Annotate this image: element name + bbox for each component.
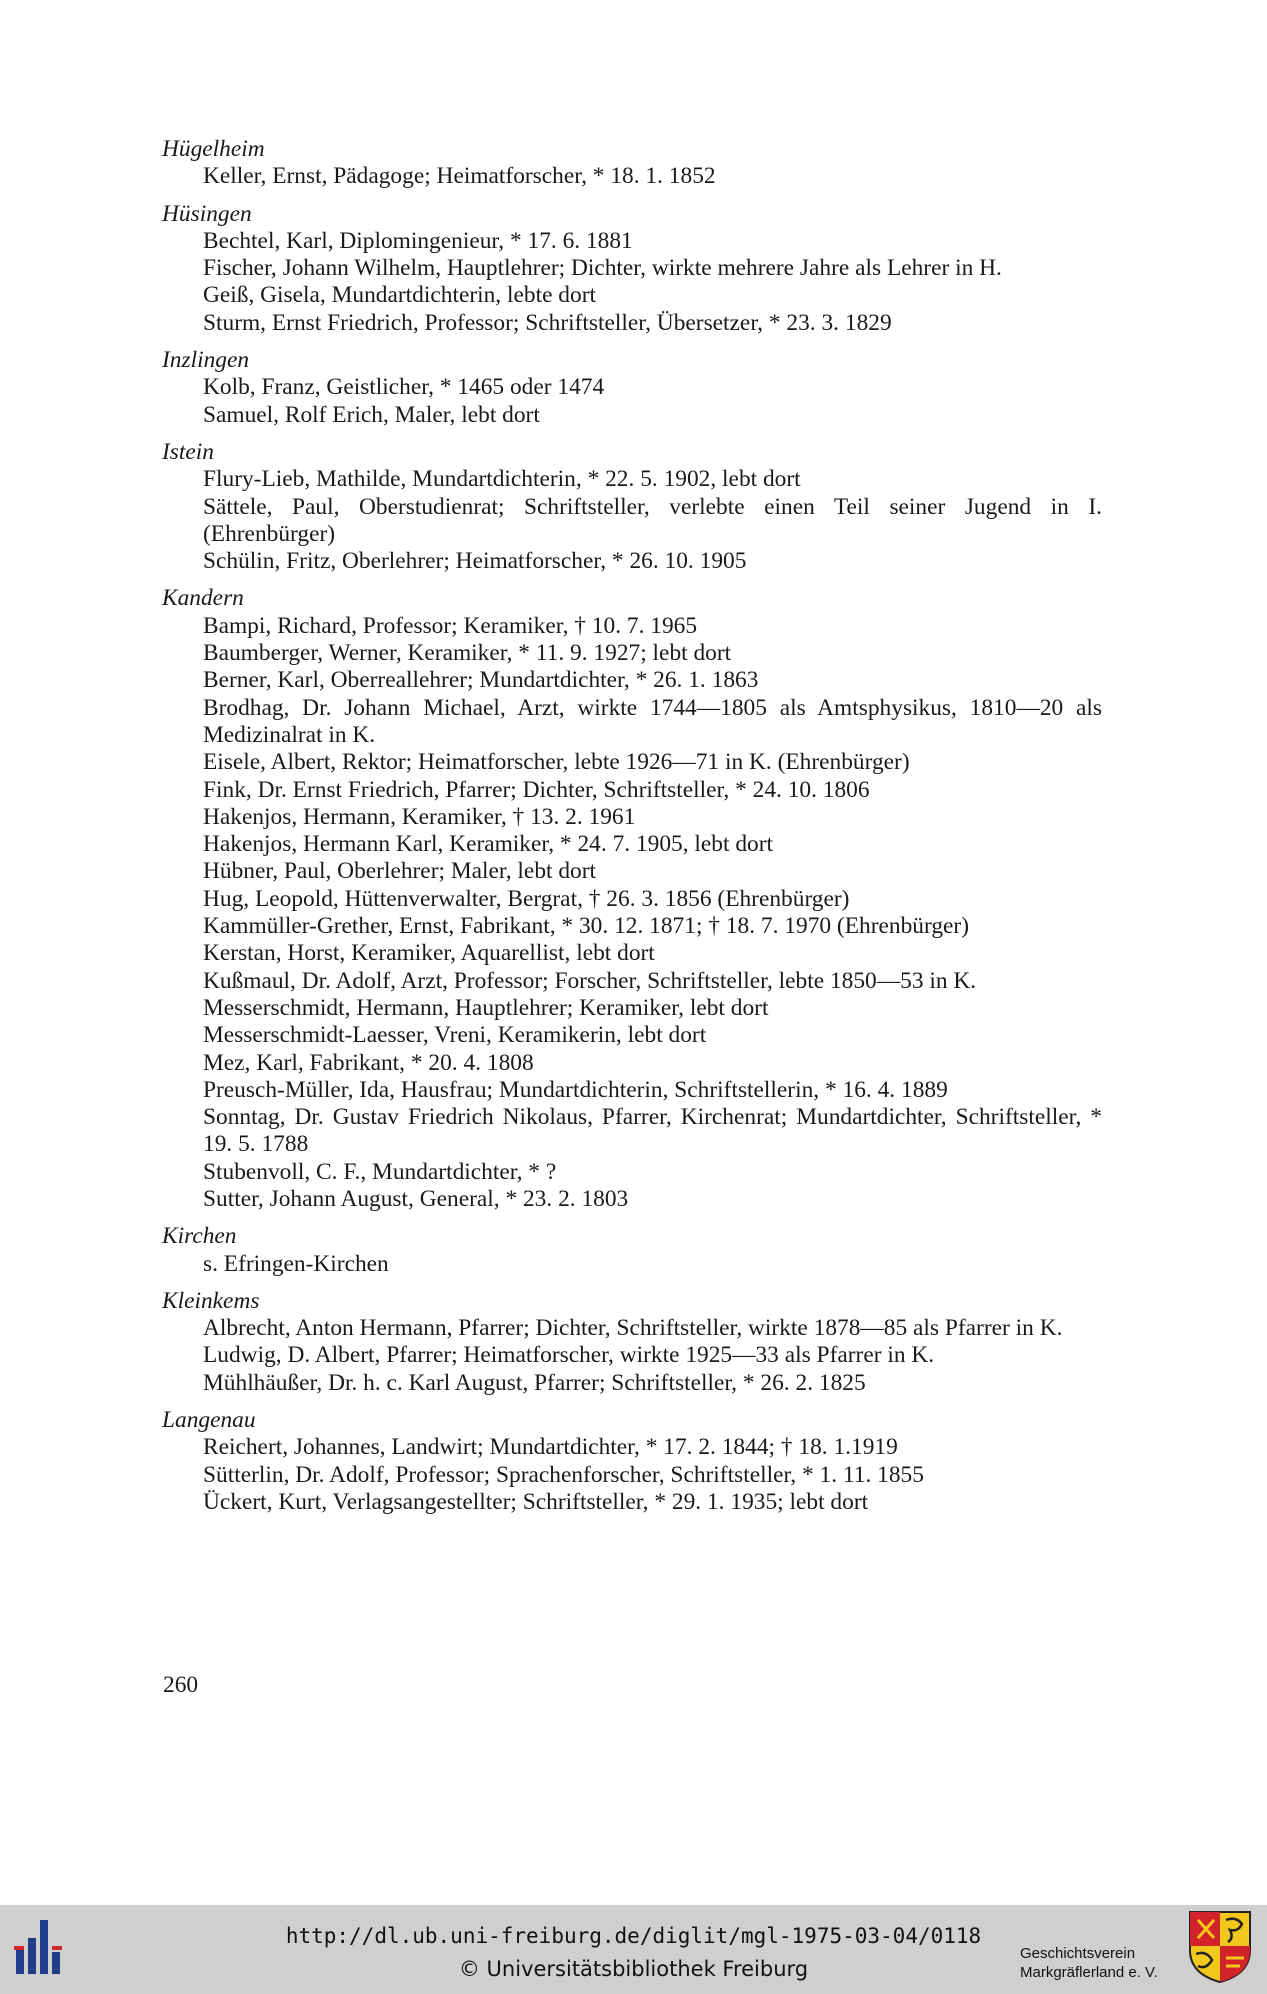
place-heading: Istein: [162, 438, 214, 465]
register-entry: Kolb, Franz, Geistlicher, * 1465 oder 1474: [203, 374, 605, 401]
register-entry: Fischer, Johann Wilhelm, Hauptlehrer; Dichter, wirkte mehrere Jahre als Lehrer in H.: [203, 255, 1002, 282]
register-entry: Sättele, Paul, Oberstudienrat; Schriftsteller, verlebte einen Teil seiner Jugend in I. (Ehrenbürger): [203, 493, 1102, 547]
society-name: [1020, 1944, 1185, 1982]
register-entry: Ückert, Kurt, Verlagsangestellter; Schriftsteller, * 29. 1. 1935; lebt dort: [203, 1488, 869, 1515]
footer-copyright: © Universitätsbibliothek Freiburg: [458, 1957, 809, 1981]
register-entry: Kerstan, Horst, Keramiker, Aquarellist, lebt dort: [203, 940, 655, 967]
register-entry: Bechtel, Karl, Diplomingenieur, * 17. 6. 1881: [203, 227, 633, 254]
page-number: 260: [163, 1672, 199, 1698]
register-entry: Sutter, Johann August, General, * 23. 2. 1803: [203, 1185, 629, 1212]
register-entry: Flury-Lieb, Mathilde, Mundartdichterin, * 22. 5. 1902, lebt dort: [203, 466, 801, 493]
register-entry: Mez, Karl, Fabrikant, * 20. 4. 1808: [203, 1049, 534, 1076]
register-entry: Ludwig, D. Albert, Pfarrer; Heimatforscher, wirkte 1925—33 als Pfarrer in K.: [203, 1342, 935, 1369]
register-entry: Sturm, Ernst Friedrich, Professor; Schriftsteller, Übersetzer, * 23. 3. 1829: [203, 309, 892, 336]
register-entry: Bampi, Richard, Professor; Keramiker, † 10. 7. 1965: [203, 612, 698, 639]
register-entry: Kußmaul, Dr. Adolf, Arzt, Professor; Forscher, Schriftsteller, lebte 1850—53 in K.: [203, 967, 977, 994]
register-entry: Kammüller-Grether, Ernst, Fabrikant, * 30. 12. 1871; † 18. 7. 1970 (Ehrenbürger): [203, 913, 969, 940]
register-entry: Hübner, Paul, Oberlehrer; Maler, lebt dort: [203, 858, 597, 885]
register-entry: Brodhag, Dr. Johann Michael, Arzt, wirkte 1744—1805 als Amtsphysikus, 1810—20 als Medizinalrat in K.: [203, 694, 1102, 748]
register-entry: Reichert, Johannes, Landwirt; Mundartdichter, * 17. 2. 1844; † 18. 1.1919: [203, 1434, 898, 1461]
register-entry: Samuel, Rolf Erich, Maler, lebt dort: [203, 401, 540, 428]
register-entry: Hakenjos, Hermann Karl, Keramiker, * 24. 7. 1905, lebt dort: [203, 831, 774, 858]
register-entry: Messerschmidt, Hermann, Hauptlehrer; Keramiker, lebt dort: [203, 994, 769, 1021]
register-entry: Messerschmidt-Laesser, Vreni, Keramikerin, lebt dort: [203, 1022, 707, 1049]
register-entry: Stubenvoll, C. F., Mundartdichter, * ?: [203, 1158, 557, 1185]
register-entry: Schülin, Fritz, Oberlehrer; Heimatforscher, * 26. 10. 1905: [203, 548, 747, 575]
register-entry: Albrecht, Anton Hermann, Pfarrer; Dichter, Schriftsteller, wirkte 1878—85 als Pfarrer in K.: [203, 1315, 1063, 1342]
register-entry: Hakenjos, Hermann, Keramiker, † 13. 2. 1961: [203, 803, 636, 830]
place-heading: Hügelheim: [162, 136, 265, 162]
register-entry: Sütterlin, Dr. Adolf, Professor; Sprachenforscher, Schriftsteller, * 1. 11. 1855: [203, 1461, 924, 1488]
place-heading: Langenau: [162, 1407, 256, 1434]
register-entry: Geiß, Gisela, Mundartdichterin, lebte dort: [203, 282, 596, 309]
register-entry: Mühlhäußer, Dr. h. c. Karl August, Pfarrer; Schriftsteller, * 26. 2. 1825: [203, 1369, 866, 1396]
register-entry: Preusch-Müller, Ida, Hausfrau; Mundartdichterin, Schriftstellerin, * 16. 4. 1889: [203, 1076, 948, 1103]
society-line-1: Geschichtsverein: [1020, 1945, 1136, 1962]
place-heading: Kandern: [162, 585, 244, 612]
register-entry: Eisele, Albert, Rektor; Heimatforscher, lebte 1926—71 in K. (Ehrenbürger): [203, 749, 910, 776]
register-entry: Hug, Leopold, Hüttenverwalter, Bergrat, † 26. 3. 1856 (Ehrenbürger): [203, 885, 850, 912]
coat-of-arms-icon[interactable]: [1188, 1910, 1252, 1984]
register-entry: s. Efringen-Kirchen: [203, 1250, 389, 1277]
place-heading: Kleinkems: [162, 1287, 260, 1314]
register-entry: Keller, Ernst, Pädagoge; Heimatforscher, * 18. 1. 1852: [203, 163, 716, 190]
place-heading: Inzlingen: [162, 347, 250, 374]
place-heading: Hüsingen: [162, 200, 252, 227]
register-entry: Fink, Dr. Ernst Friedrich, Pfarrer; Dichter, Schriftsteller, * 24. 10. 1806: [203, 776, 870, 803]
society-line-2: Markgräflerland e. V.: [1020, 1964, 1158, 1981]
register-entry: Sonntag, Dr. Gustav Friedrich Nikolaus, Pfarrer, Kirchenrat; Mundartdichter, Schriftsteller, * 19. 5. 1788: [203, 1104, 1102, 1158]
register-entry: Baumberger, Werner, Keramiker, * 11. 9. 1927; lebt dort: [203, 640, 732, 667]
register-content: [162, 136, 1102, 1516]
register-entry: Berner, Karl, Oberreallehrer; Mundartdichter, * 26. 1. 1863: [203, 667, 759, 694]
place-heading: Kirchen: [162, 1223, 237, 1250]
footer-url-link[interactable]: http://dl.ub.uni-freiburg.de/diglit/mgl-1975-03-04/0118: [285, 1924, 982, 1948]
